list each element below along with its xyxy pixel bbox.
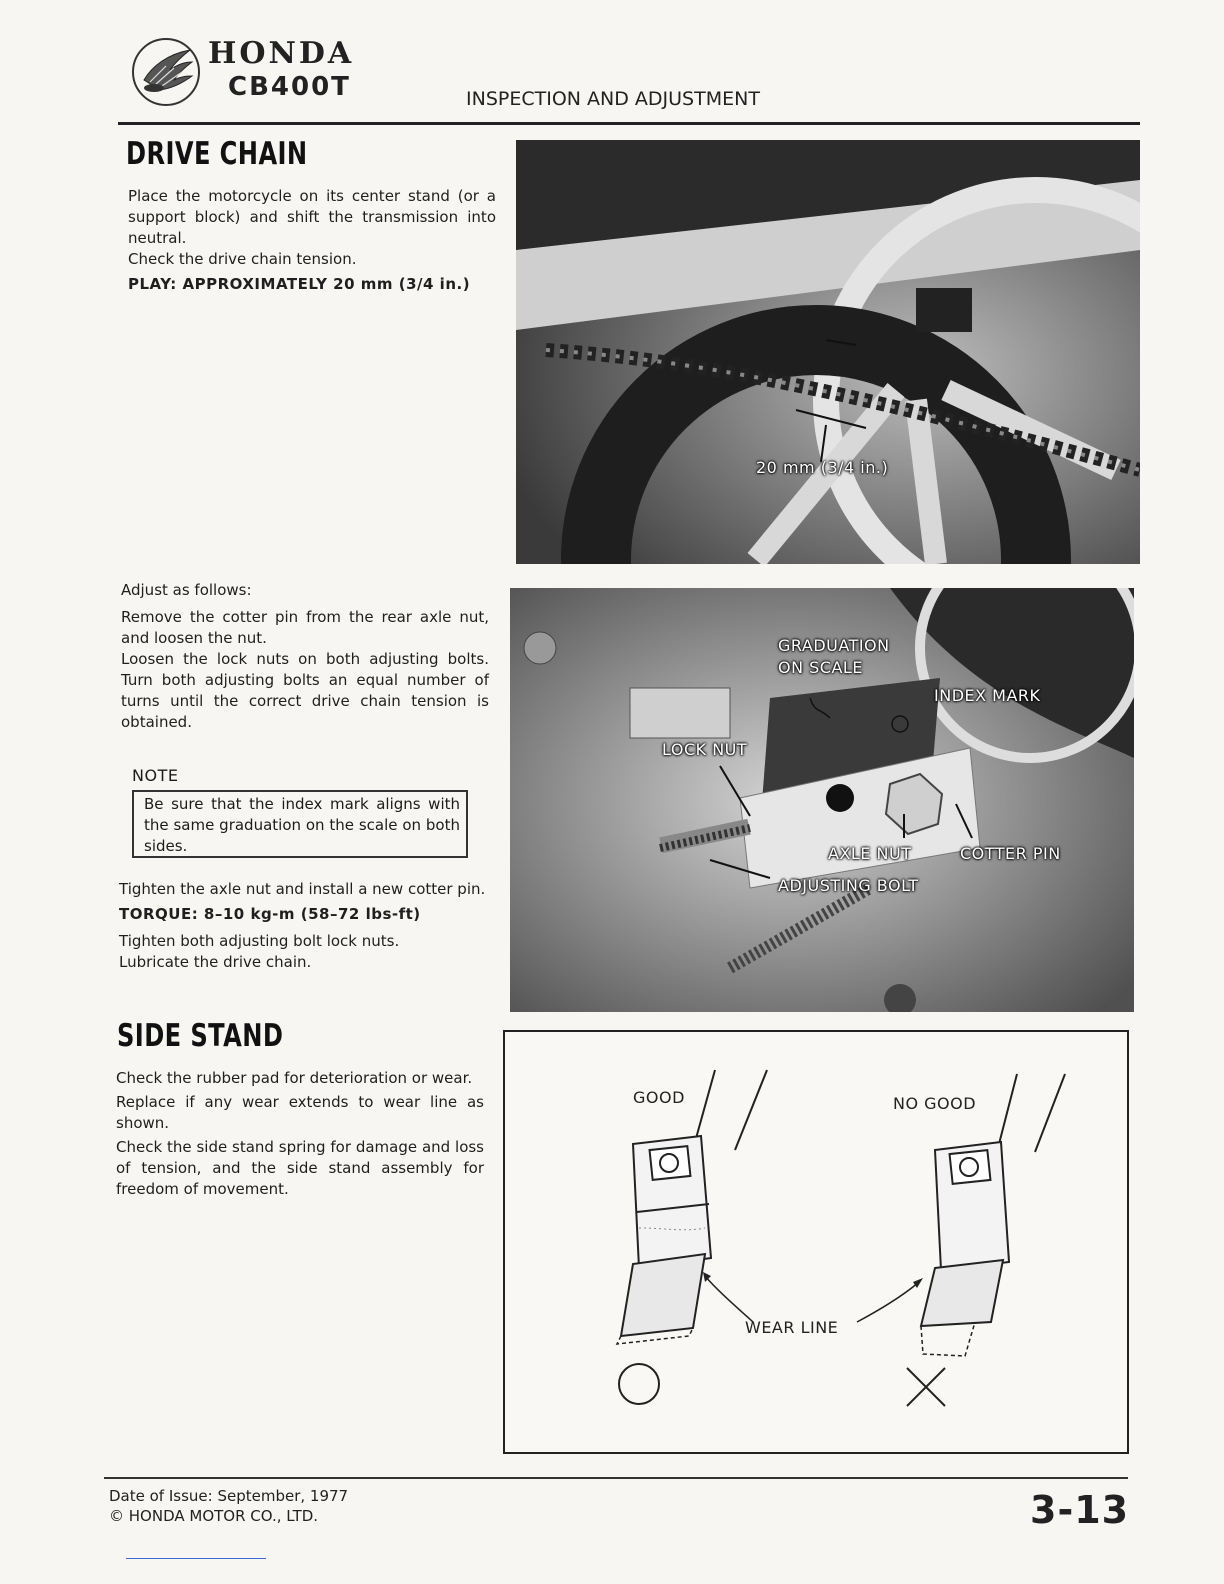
chain-photo-art (516, 140, 1140, 564)
graduation-callout-line1: GRADUATION (778, 636, 890, 655)
graduation-callout-line2: ON SCALE (778, 658, 863, 677)
copyright: © HONDA MOTOR CO., LTD. (109, 1507, 319, 1525)
drive-chain-intro (128, 186, 496, 295)
issue-date: Date of Issue: September, 1977 (109, 1487, 349, 1505)
after-note: Tighten the axle nut and install a new cotter pin. (119, 880, 486, 898)
side-stand-text (116, 1068, 484, 1200)
header-rule (118, 122, 1140, 125)
side-stand-diagram (503, 1030, 1129, 1454)
circle-ok-icon (619, 1364, 659, 1404)
drive-chain-heading: DRIVE CHAIN (126, 136, 308, 172)
play-spec: PLAY: APPROXIMATELY 20 mm (3/4 in.) (128, 275, 471, 293)
good-stand-drawing (617, 1070, 767, 1344)
footer-info (109, 1486, 348, 1526)
adjust-step: Loosen the lock nuts on both adjusting bolts. Turn both adjusting bolts an equal number of turns until the correct drive chain tension is obtained. (121, 650, 489, 731)
side-stand-paragraph: Check the rubber pad for deterioration or wear. (116, 1069, 473, 1087)
note-box: Be sure that the index mark aligns with the same graduation on the scale on both sides. (132, 790, 468, 858)
section-title: INSPECTION AND ADJUSTMENT (466, 88, 760, 110)
adjust-step: Remove the cotter pin from the rear axle nut, and loosen the nut. (121, 608, 489, 647)
chain-slack-callout: 20 mm (3/4 in.) (756, 458, 889, 477)
honda-wing-icon (130, 36, 202, 108)
index-mark-callout: INDEX MARK (934, 686, 1041, 705)
good-label: GOOD (633, 1088, 685, 1107)
adjust-intro: Adjust as follows: (121, 581, 252, 599)
side-stand-paragraph: Check the side stand spring for damage and loss of tension, and the side stand assembly for freedom of movement. (116, 1138, 484, 1198)
wear-line-label: WEAR LINE (745, 1318, 839, 1337)
adjuster-photo (510, 588, 1134, 1012)
adjust-steps (121, 580, 489, 733)
final-step: Tighten both adjusting bolt lock nuts. (119, 932, 400, 950)
no-good-stand-drawing (921, 1074, 1065, 1356)
intro-paragraph: Check the drive chain tension. (128, 250, 357, 268)
scan-artifact-line (126, 1558, 266, 1559)
side-stand-diagram-art (505, 1032, 1127, 1452)
lock-nut-callout: LOCK NUT (662, 740, 748, 759)
intro-paragraph: Place the motorcycle on its center stand (or a support block) and shift the transmission into neutral. (128, 187, 496, 247)
footer-rule (104, 1477, 1128, 1479)
note-label: NOTE (132, 766, 179, 785)
cross-bad-icon (907, 1368, 945, 1406)
drive-chain-photo (516, 140, 1140, 564)
model-name: CB400T (228, 72, 351, 102)
axle-nut-callout: AXLE NUT (828, 844, 912, 863)
cotter-pin-callout: COTTER PIN (960, 844, 1061, 863)
page-number: 3-13 (1030, 1488, 1130, 1532)
adjusting-bolt-callout: ADJUSTING BOLT (778, 876, 919, 895)
side-stand-heading: SIDE STAND (117, 1018, 284, 1054)
no-good-label: NO GOOD (893, 1094, 977, 1113)
torque-spec: TORQUE: 8–10 kg-m (58–72 lbs-ft) (119, 905, 421, 923)
side-stand-paragraph: Replace if any wear extends to wear line as shown. (116, 1093, 484, 1132)
brand-name: HONDA (208, 36, 355, 71)
final-steps (119, 879, 487, 973)
final-step: Lubricate the drive chain. (119, 953, 312, 971)
